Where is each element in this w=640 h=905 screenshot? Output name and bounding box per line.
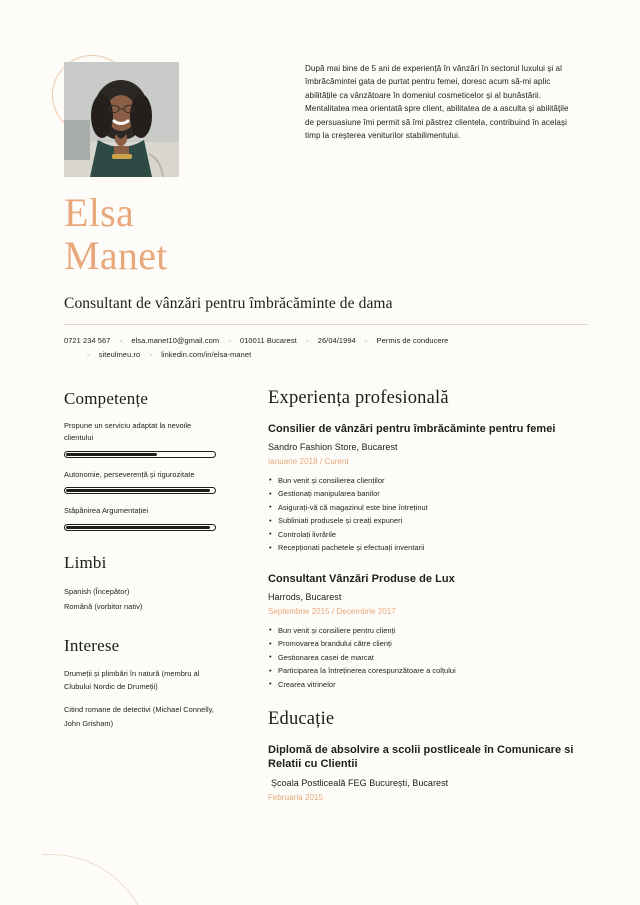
skill-item [64,469,216,494]
languages-section [64,552,216,614]
experience-dates: Ianuarie 2018 / Curent [268,456,349,466]
profile-summary: După mai bine de 5 ani de experiență în vânzări în sectorul luxului și al îmbrăcămintei gata de purtat pentru femei, doresc acum să-mi aplic abilitățile ca vânzătoare în domeniul cosmeticelor și al bunăstării. Mentalitatea mea orientată spre client, abilitatea de a asculta și abilitățile de persuasiune îmi permit să îmi păstrez clientela, contribuind în același timp la creșterea veniturilor stabilimentului. [305,64,569,141]
contact-separator-icon: ◦ [228,338,231,345]
contact-line-2 [64,348,588,362]
profile-photo [64,62,179,177]
experience-company: Harrods, Bucarest [268,591,342,602]
contact-separator-icon: ◦ [149,352,152,359]
experience-bullet: • Promovarea brandului către clienți [268,637,588,651]
contact-linkedin[interactable]: linkedin.com/in/elsa-manet [161,350,252,359]
contact-website[interactable]: siteulmeu.ro [98,350,141,359]
experience-bullet: • Gestionarea casei de marcat [268,651,588,665]
contact-license: Permis de conducere [376,336,449,345]
contact-birthdate: 26/04/1994 [317,336,356,345]
identity-block [0,177,640,325]
contact-line-1 [64,334,588,348]
left-column [64,388,216,820]
experience-bullet: • Controlați livrările [268,528,588,542]
experience-dates: Septembrie 2015 / Decembrie 2017 [268,606,396,616]
experience-bullet: • Asigurați-vă că magazinul este bine întreținut [268,501,588,515]
skills-heading: Competențe [64,389,149,408]
interests-heading: Interese [64,635,120,655]
experience-bullet: • Subliniati produsele și creați expuneri [268,514,588,528]
experience-role: Consultant Vânzări Produse de Lux [268,573,455,586]
experience-section [268,388,588,692]
interest-item: Citind romane de detectivi (Michael Connelly, John Grisham) [64,705,214,729]
contact-address: 010011 Bucarest [240,336,297,345]
experience-role: Consilier de vânzări pentru îmbrăcăminte pentru femei [268,423,556,435]
content-columns [0,362,640,820]
education-degree: Diplomă de absolvire a scolii postliceale în Comunicare si Relatii cu Clientii [268,743,574,771]
skill-item [64,420,216,458]
experience-bullet: • Crearea vitrinelor [268,678,588,692]
headline-job-title: Consultant de vânzări pentru îmbrăcăminte de dama [64,295,393,312]
skill-label: Autonomie, perseverență și rigurozitate [64,469,195,479]
contact-separator-icon: ◦ [87,352,90,359]
experience-entry [268,572,588,691]
interests-section [64,635,216,731]
skill-level-fill [66,453,157,456]
skill-item [64,505,216,530]
language-item: Spanish (Începător) [64,586,130,596]
skill-level-fill [66,526,210,529]
header [0,0,640,177]
skill-level-bar [64,487,216,494]
experience-bullet: • Bun venit și consiliere pentru clienți [268,624,588,638]
experience-bullet: • Recepționati pachetele și efectuați inventarii [268,541,588,555]
skills-section [64,388,216,531]
contact-separator-icon: ◦ [364,338,368,345]
experience-heading: Experiența profesională [268,388,449,408]
education-date: Februaria 2015 [268,792,323,802]
languages-heading: Limbi [64,552,107,572]
education-section [268,709,588,804]
language-item: Română (vorbitor nativ) [64,601,143,611]
education-school: Școala Postliceală FEG București, Bucarest [271,777,449,788]
education-entry [268,743,588,804]
right-column [268,388,588,820]
experience-bullets [268,474,588,556]
experience-bullet: • Gestionați manipularea banilor [268,487,588,501]
skill-label: Propune un serviciu adaptat la nevoile clientului [64,421,192,443]
profile-photo-image [64,62,179,177]
experience-bullet: • Bun venit și consilierea clienților [268,474,588,488]
experience-bullets [268,624,588,692]
contact-bar [0,325,640,362]
skill-level-fill [66,489,210,492]
last-name: Manet [64,233,168,278]
education-heading: Educație [268,708,335,729]
decorative-corner-arc [42,854,151,905]
experience-company: Sandro Fashion Store, Bucarest [268,441,398,452]
contact-separator-icon: ◦ [119,338,123,345]
experience-entry [268,422,588,555]
skill-level-bar [64,451,216,458]
skill-label: Stăpânirea Argumentației [64,506,149,516]
contact-phone[interactable]: 0721 234 567 [64,336,111,345]
first-name: Elsa [64,190,135,235]
contact-separator-icon: ◦ [306,338,309,345]
contact-email[interactable]: elsa.manet10@gmail.com [131,336,220,345]
experience-bullet: • Participarea la întreținerea corespunzătoare a colțului [268,664,588,678]
interest-item: Drumeții și plimbări în natură (membru al Clubului Nordic de Drumeții) [64,668,200,692]
skill-level-bar [64,524,216,531]
